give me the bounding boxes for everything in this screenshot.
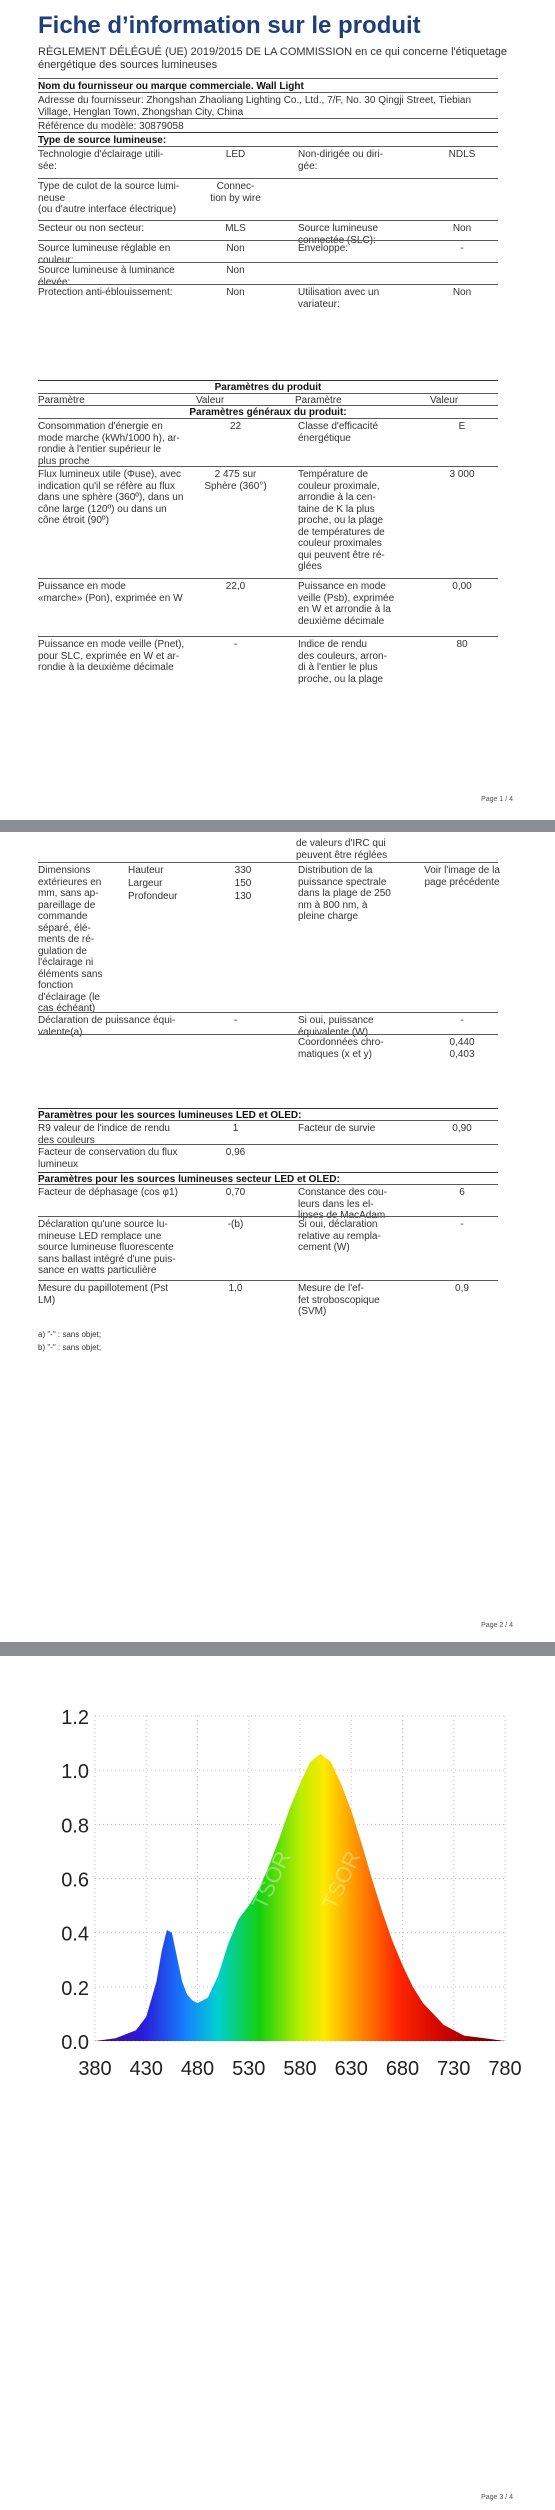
y-tick-label: 0.6	[61, 1869, 89, 1892]
col-value-2: Valeur	[430, 395, 459, 406]
watermark-text: TSOR	[131, 1887, 181, 1954]
param-value: 1,0	[228, 1283, 243, 1294]
param-value: -	[233, 639, 238, 650]
param-label: Indice de rendu des couleurs, arron- di à l'entier le plus proche, ou la plage	[298, 639, 387, 685]
param-label: Protection anti-éblouissement:	[38, 287, 173, 298]
table-row	[38, 220, 498, 246]
y-tick-label: 0.0	[61, 2032, 89, 2054]
dimension-value: 150	[234, 878, 252, 889]
param-label: Source lumineuse connectée (SLC):	[298, 223, 379, 246]
dimension-value: 130	[234, 891, 252, 902]
spectral-power-chart	[0, 1696, 555, 2116]
mains-header: Paramètres pour les sources lumineuses secteur LED et OLED:	[38, 1174, 340, 1185]
model-reference: Référence du modèle: 30879058	[38, 121, 184, 132]
param-label: Déclaration de puissance équi- valente(a)	[38, 1015, 176, 1038]
param-label: Source lumineuse réglable en couleur:	[38, 243, 171, 266]
table-row	[38, 418, 498, 467]
param-value: 0,9	[455, 1283, 469, 1294]
param-value: 22,0	[225, 581, 246, 592]
table-row	[38, 262, 498, 288]
page-3	[0, 1656, 555, 2510]
watermark-text: TSOR	[246, 1847, 296, 1914]
param-label: Puissance en mode «marche» (Pon), exprimée en W	[38, 581, 183, 604]
param-value: 0,70	[225, 1187, 246, 1198]
param-label: Flux lumineux utile (Φuse), avec indication qu'il se réfère au flux dans une sphère (360º), dans un cône large (120º) ou dans un cône étroit (90º)	[38, 469, 184, 526]
params-header: Paramètres du produit	[214, 382, 322, 393]
table-row	[38, 1120, 498, 1145]
param-label: Enveloppe:	[298, 243, 349, 254]
dimension-name: Largeur	[128, 878, 163, 889]
table-row	[38, 578, 498, 637]
page-number-3: Page 3 / 4	[481, 2494, 513, 2501]
param-label: Consommation d'énergie en mode marche (kWh/1000 h), ar- rondie à l'entier supérieur le plus proche	[38, 421, 180, 467]
led-header: Paramètres pour les sources lumineuses LED et OLED:	[38, 1110, 302, 1121]
spectral-distribution-value: Voir l'image de la page précédente	[424, 865, 500, 888]
param-value: Non	[452, 223, 472, 234]
param-value: 6	[459, 1187, 465, 1198]
param-value: NDLS	[448, 149, 476, 160]
param-label: Mesure de l'ef- fet stroboscopique (SVM)	[298, 1283, 380, 1317]
x-tick-label: 580	[283, 2058, 317, 2080]
param-label: Technologie d'éclairage utili- sée:	[38, 149, 164, 172]
param-label: Secteur ou non secteur:	[38, 223, 145, 234]
param-value: -	[460, 1219, 464, 1230]
param-value: E	[458, 421, 466, 432]
dimensions-label: Dimensions extérieures en mm, sans ap- pareillage de commande séparé, élé- ments de ré- gulation de l'éclairage ni éléments sans fonction d'éclairage (le cas échéant)	[38, 865, 103, 1014]
param-label: Coordonnées chro- matiques (x et y)	[298, 1037, 384, 1060]
dimensions-row	[38, 862, 498, 1013]
page-gap	[0, 1642, 555, 1656]
param-value: Non	[226, 243, 245, 254]
table-row	[38, 466, 498, 579]
page-number-1: Page 1 / 4	[481, 796, 513, 803]
regulation-intro: RÈGLEMENT DÉLÉGUÉ (UE) 2019/2015 DE LA COMMISSION en ce qui concerne l'étiquetage énergétique des sources lumineuses	[38, 46, 507, 71]
y-tick-label: 0.4	[61, 1923, 89, 1946]
param-label: R9 valeur de l'indice de rendu des couleurs	[38, 1123, 170, 1146]
x-tick-label: 380	[78, 2058, 112, 2080]
page-number-2: Page 2 / 4	[481, 1622, 513, 1629]
param-label: Puissance en mode veille (Psb), exprimée en W et arrondie à la deuxième décimale	[298, 581, 395, 627]
footnote-a: a) "-" : sans objet;	[38, 1330, 102, 1339]
param-value: Non	[452, 287, 472, 298]
param-label: Facteur de survie	[298, 1123, 376, 1134]
supplier-name: Nom du fournisseur ou marque commerciale. Wall Light	[38, 81, 304, 92]
y-tick-label: 1.2	[61, 1707, 89, 1729]
table-row	[38, 1216, 498, 1281]
col-value-1: Valeur	[196, 395, 225, 406]
page-1	[0, 0, 555, 820]
general-header: Paramètres généraux du produit:	[189, 407, 347, 418]
param-value: 0,96	[225, 1147, 246, 1158]
param-label: Source lumineuse à luminance élevée:	[38, 265, 175, 288]
model-ref-row	[38, 118, 498, 133]
param-value: 0,00	[452, 581, 472, 592]
param-value: -	[460, 1015, 464, 1026]
param-label: Déclaration qu'une source lu- mineuse LED remplace une source lumineuse fluorescente sans ballast intégré d'une puis- sance en watts particulière	[38, 1219, 176, 1276]
table-row	[38, 1280, 498, 1319]
param-value: MLS	[225, 223, 246, 234]
param-label: Si oui, puissance équivalente (W)	[298, 1015, 374, 1038]
param-value: Non	[226, 265, 245, 276]
y-tick-label: 0.2	[61, 1977, 89, 2000]
cri-continuation: de valeurs d'IRC qui peuvent être réglées	[296, 838, 388, 861]
x-tick-label: 480	[180, 2058, 215, 2080]
x-tick-label: 530	[232, 2058, 266, 2080]
footnote-b: b) "-" : sans objet;	[38, 1343, 102, 1352]
param-value: 80	[456, 639, 468, 650]
x-tick-label: 730	[437, 2058, 471, 2080]
dimension-value: 330	[234, 865, 252, 876]
param-label: Constance des cou- leurs dans les el- lipses de MacAdam	[298, 1187, 387, 1221]
y-tick-label: 0.8	[61, 1815, 89, 1838]
param-label: Température de couleur proximale, arrondie à la cen- taine de K la plus proche, ou la plage de températures de couleur proximales qui peuvent être ré- glées	[298, 469, 385, 572]
param-value: Non	[226, 287, 245, 298]
watermark-text: TSOR	[401, 1862, 451, 1929]
param-value: -	[233, 1015, 238, 1026]
param-value: 1	[232, 1123, 239, 1134]
col-param-1: Paramètre	[38, 395, 85, 406]
params-header-row	[38, 380, 498, 394]
table-row	[38, 1012, 498, 1038]
param-value: LED	[225, 149, 246, 160]
table-row	[38, 1144, 498, 1173]
table-row	[38, 240, 498, 266]
x-tick-label: 430	[129, 2058, 163, 2080]
type-header: Type de source lumineuse:	[38, 135, 167, 146]
watermark-text: TSOR	[316, 1847, 366, 1914]
table-row	[38, 178, 498, 221]
table-row	[38, 1184, 498, 1221]
param-value: -	[460, 243, 464, 254]
param-label: Non-dirigée ou diri- gée:	[298, 149, 384, 172]
spectral-distribution-label: Distribution de la puissance spectrale dans la plage de 250 nm à 800 nm, à pleine charge	[298, 865, 391, 922]
param-value: 0,90	[452, 1123, 472, 1134]
page-title: Fiche d’information sur le produit	[38, 12, 421, 39]
param-label: Classe d'efficacité énergétique	[298, 421, 379, 444]
param-value: 22	[229, 421, 242, 432]
x-tick-label: 780	[488, 2058, 522, 2080]
param-label: Mesure du papillotement (Pst LM)	[38, 1283, 169, 1306]
table-row	[38, 636, 498, 747]
type-header-row	[38, 132, 498, 147]
table-row	[38, 146, 498, 179]
param-value: -(b)	[227, 1219, 244, 1230]
supplier-address: Adresse du fournisseur: Zhongshan Zhaoliang Lighting Co., Ltd., 7/F, No. 30 Qingji Street, Tiebian Village, Henglan Town, Zhongshan City, China	[38, 95, 472, 118]
table-row	[38, 1034, 498, 1059]
param-label: Facteur de déphasage (cos φ1)	[38, 1187, 178, 1198]
x-tick-label: 630	[334, 2058, 368, 2080]
param-label: Facteur de conservation du flux lumineux	[38, 1147, 178, 1170]
page-gap	[0, 820, 555, 832]
param-value: Connec- tion by wire	[210, 181, 261, 204]
param-label: Type de culot de la source lumi- neuse (ou d'autre interface électrique)	[38, 181, 180, 215]
dimension-name: Hauteur	[128, 865, 164, 876]
param-label: Utilisation avec un variateur:	[298, 287, 380, 310]
param-label: Puissance en mode veille (Pnet), pour SLC, exprimée en W et ar- rondie à la deuxième décimale	[38, 639, 185, 673]
table-row	[38, 284, 498, 311]
supplier-name-row	[38, 78, 498, 93]
general-header-row	[38, 405, 498, 419]
supplier-address-row	[38, 92, 498, 119]
param-value: 3 000	[449, 469, 475, 480]
param-label: Si oui, déclaration relative au rempla- cement (W)	[298, 1219, 381, 1253]
x-tick-label: 680	[385, 2058, 420, 2080]
y-tick-label: 1.0	[61, 1761, 89, 1784]
param-value: 0,440 0,403	[449, 1037, 475, 1060]
param-value: 2 475 sur Sphère (360°)	[204, 469, 267, 492]
col-param-2: Paramètre	[295, 395, 342, 406]
page-2	[0, 832, 555, 1642]
dimension-name: Profondeur	[128, 891, 178, 902]
